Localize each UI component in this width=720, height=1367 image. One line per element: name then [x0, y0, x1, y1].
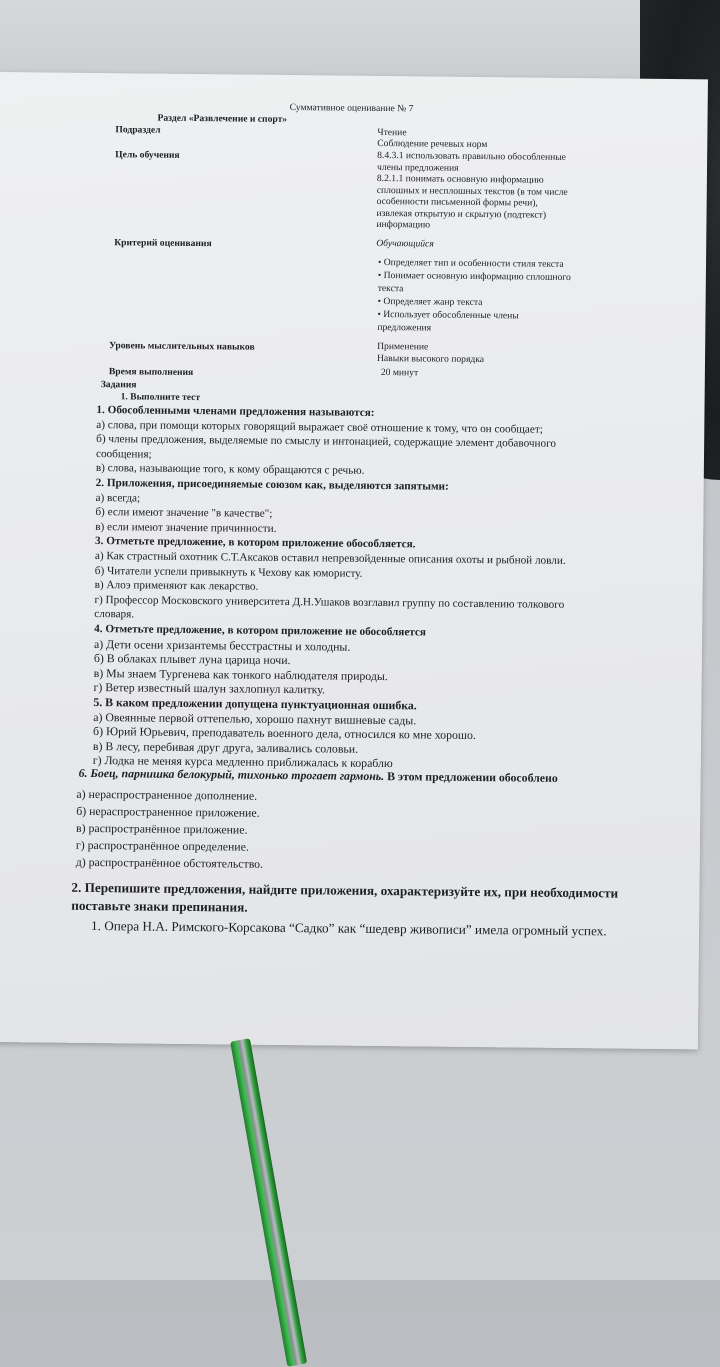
test-line: а) Дети осени хризантемы бесстрастны и холодны.	[93, 636, 351, 654]
test-line: сообщения;	[95, 447, 152, 461]
time-label: Время выполнения	[108, 366, 194, 379]
test-line: словаря.	[94, 608, 135, 621]
test-line: 3. Отметьте предложение, в котором приложение обособляется.	[95, 535, 416, 551]
test-line: в) Мы знаем Тургенева как тонкого наблюдателя природы.	[93, 665, 388, 683]
goal-label: Цель обучения	[115, 149, 180, 161]
part2-heading-line1: 2. Перепишите предложения, найдите приложения, охарактеризуйте их, при необходимости	[71, 879, 619, 901]
criteria-intro: Обучающийся	[376, 237, 434, 250]
criteria-line: • Определяет тип и особенности стиля текста	[377, 256, 564, 270]
test-line: б) В облаках плывет луна царица ночи.	[93, 651, 291, 668]
criteria-line: • Использует обособленные члены	[377, 308, 519, 322]
part2-heading-line2: поставьте знаки препинания.	[71, 897, 248, 915]
tasks-heading: Задания	[100, 379, 137, 391]
test-line: а) Овеянные первой оттепелью, хорошо пахнут вишневые сады.	[93, 709, 417, 727]
level-value-2: Навыки высокого порядка	[376, 352, 485, 366]
criteria-label: Критерий оценивания	[114, 237, 212, 250]
test-line: б) члены предложения, выделяемые по смыслу и интонацией, содержащие элемент добавочного	[96, 433, 557, 451]
time-value: 20 минут	[380, 367, 419, 379]
test-line: г) Профессор Московского университета Д.Н.Ушаков возглавил группу по составлению толкового	[94, 593, 565, 611]
test-line: г) Лодка не меняя курса медленно приближалась к кораблю	[92, 753, 393, 771]
worksheet-paper	[0, 72, 708, 1049]
level-value-1: Применение	[377, 340, 429, 353]
test-line: б) Юрий Юрьевич, преподаватель военного дела, относился ко мне хорошо.	[93, 724, 476, 743]
test-line: б) если имеют значение "в качестве";	[95, 506, 273, 521]
subsection-label: Подраздел	[115, 124, 161, 136]
test-line: в) слова, называющие того, к кому обращаются с речью.	[95, 462, 365, 478]
test-line: 4. Отметьте предложение, в котором приложение не обособляется	[94, 623, 427, 639]
section-title: Раздел «Развлечение и спорт»	[157, 112, 288, 126]
subsection-value: Чтение	[377, 126, 407, 139]
subsection-value-2: Соблюдение речевых норм	[377, 137, 488, 151]
question-6-prompt: В этом предложении обособлено	[384, 769, 558, 785]
goal-line: особенности письменной формы речи),	[376, 195, 538, 209]
goal-line: информацию	[376, 218, 431, 231]
test-line: б) Читатели успели привыкнуть к Чехову как юмористу.	[94, 564, 363, 580]
test-line: в) В лесу, перебивая друг друга, заливались соловьи.	[92, 738, 359, 756]
answer-option: б) нераспространенное приложение.	[76, 803, 260, 820]
test-line: в) если имеют значение причинности.	[95, 520, 277, 535]
question-6-sentence: 6. Боец, парнишка белокурый, тихонько трогает гармонь.	[78, 765, 385, 784]
criteria-line: текста	[377, 282, 404, 295]
criteria-line: • Понимает основную информацию сплошного	[377, 269, 571, 283]
test-line: г) Ветер известный шалун захлопнул калитку.	[93, 680, 325, 697]
answer-option: а) нераспространенное дополнение.	[76, 786, 258, 803]
test-line: 2. Приложения, присоединяемые союзом как, выделяются запятыми:	[95, 477, 449, 493]
green-pen	[230, 1038, 307, 1366]
level-label: Уровень мыслительных навыков	[109, 340, 255, 353]
answer-option: в) распространённое приложение.	[76, 820, 248, 837]
goal-line: извлекая открытую и скрытую (подтекст)	[376, 207, 547, 221]
answer-option: д) распространённое обстоятельство.	[75, 854, 264, 871]
goal-line: 8.2.1.1 понимать основную информацию	[376, 172, 544, 186]
test-line: а) всегда;	[95, 491, 141, 505]
test-line: а) Как страстный охотник С.Т.Аксаков оставил непревзойденные описания охоты и рыбной ловли.	[94, 550, 566, 567]
goal-line: сплошных и несплошных текстов (в том числе	[376, 184, 568, 198]
test-line: 1. Обособленными членами предложения называются:	[96, 404, 375, 419]
goal-line: 8.4.3.1 использовать правильно обособленные	[377, 149, 567, 163]
part2-item-1: 1. Опера Н.А. Римского-Корсакова “Садко” как “шедевр живописи” имела огромный успех.	[90, 918, 607, 939]
document-title: Суммативное оценивание № 7	[289, 102, 414, 115]
criteria-line: • Определяет жанр текста	[377, 295, 483, 309]
test-line: 5. В каком предложении допущена пунктуационная ошибка.	[93, 695, 417, 713]
test-line: в) Алоэ применяют как лекарство.	[94, 579, 259, 593]
goal-line: члены предложения	[376, 161, 459, 174]
part1-heading: 1. Выполните тест	[120, 391, 201, 404]
criteria-line: предложения	[377, 321, 432, 334]
test-line: а) слова, при помощи которых говорящий выражает своё отношение к тому, что он сообщает;	[96, 418, 543, 436]
answer-option: г) распространённое определение.	[75, 837, 249, 854]
